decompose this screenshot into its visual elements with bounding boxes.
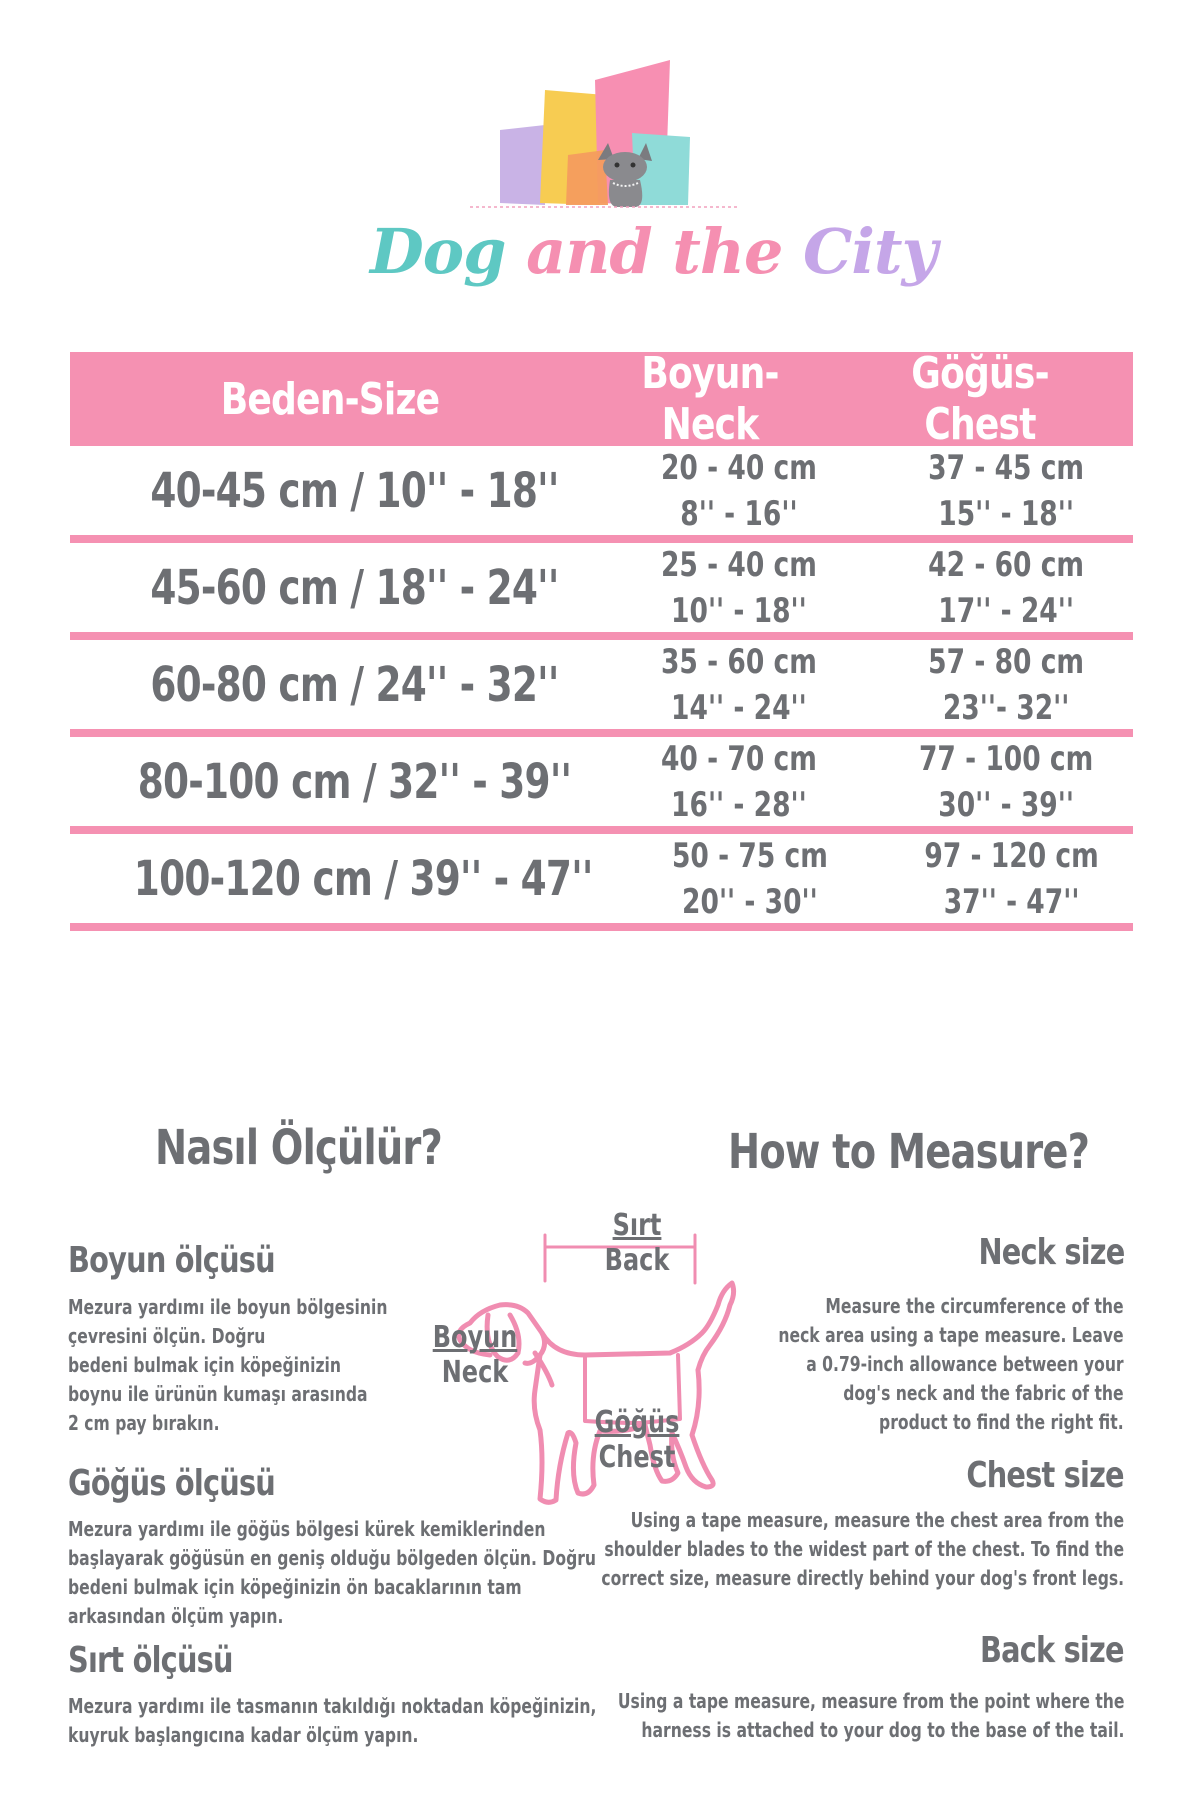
text-line: dog's neck and the fabric of the bbox=[843, 1381, 1124, 1405]
chest-cm: 97 - 120 cm bbox=[924, 835, 1099, 876]
tr-chest-title: Göğüs ölçüsü bbox=[68, 1463, 275, 1504]
text-line: 2 cm pay bırakın. bbox=[68, 1411, 220, 1435]
text-line: Measure the circumference of the bbox=[825, 1294, 1124, 1318]
chest-in: 30'' - 39'' bbox=[937, 784, 1074, 825]
text-line: Using a tape measure, measure the chest area from the bbox=[630, 1508, 1124, 1532]
text-line: Mezura yardımı ile boyun bölgesinin bbox=[68, 1295, 388, 1319]
size-cell: 100-120 cm / 39'' - 47'' bbox=[133, 850, 593, 907]
tr-neck-text bbox=[68, 1293, 387, 1438]
title-tr: Nasıl Ölçülür? bbox=[155, 1120, 443, 1176]
neck-cm: 35 - 60 cm bbox=[660, 641, 817, 682]
diagram-chest-label bbox=[593, 1405, 681, 1475]
size-cell: 60-80 cm / 24'' - 32'' bbox=[150, 656, 559, 713]
chest-label-tr: Göğüs bbox=[594, 1405, 680, 1440]
chest-cell bbox=[891, 639, 1121, 731]
text-line: correct size, measure directly behind your dog's front legs. bbox=[601, 1566, 1124, 1590]
text-line: kuyruk başlangıcına kadar ölçüm yapın. bbox=[68, 1723, 419, 1747]
neck-cell bbox=[672, 833, 828, 925]
table-row bbox=[70, 640, 1133, 737]
header-size: Beden-Size bbox=[220, 373, 440, 425]
neck-in: 8'' - 16'' bbox=[680, 493, 798, 534]
chest-cell bbox=[891, 445, 1121, 537]
neck-cm: 20 - 40 cm bbox=[660, 447, 817, 488]
table-row bbox=[70, 834, 1133, 931]
chest-cell bbox=[891, 542, 1121, 634]
text-line: boynu ile ürünün kumaşı arasında bbox=[68, 1382, 368, 1406]
neck-cell bbox=[661, 445, 817, 537]
text-line: bedeni bulmak için köpeğinizin bbox=[68, 1353, 341, 1377]
en-chest-title: Chest size bbox=[966, 1455, 1124, 1496]
size-table bbox=[70, 348, 1133, 931]
en-neck-title: Neck size bbox=[978, 1232, 1124, 1273]
brand-word-dog: Dog bbox=[370, 215, 506, 288]
text-line: başlayarak göğüsün en geniş olduğu bölgeden ölçün. Doğru bbox=[68, 1546, 597, 1570]
diagram-neck-label bbox=[431, 1320, 519, 1390]
neck-cm: 50 - 75 cm bbox=[671, 835, 828, 876]
neck-cm: 25 - 40 cm bbox=[660, 544, 817, 585]
en-back-title: Back size bbox=[980, 1630, 1124, 1671]
header-chest: Göğüs-Chest bbox=[911, 348, 1049, 450]
neck-in: 16'' - 28'' bbox=[670, 784, 807, 825]
neck-cell bbox=[661, 736, 817, 828]
chest-cell bbox=[891, 736, 1121, 828]
text-line: a 0.79-inch allowance between your bbox=[806, 1352, 1124, 1376]
tr-back-text bbox=[68, 1692, 596, 1750]
text-line: çevresini ölçün. Doğru bbox=[68, 1324, 266, 1348]
chest-cm: 37 - 45 cm bbox=[927, 447, 1084, 488]
brand-word-and-the: and the bbox=[526, 215, 783, 288]
text-line: product to find the right fit. bbox=[879, 1410, 1124, 1434]
chest-cm: 77 - 100 cm bbox=[918, 738, 1094, 779]
neck-in: 14'' - 24'' bbox=[670, 687, 807, 728]
header-neck: Boyun-Neck bbox=[641, 348, 779, 450]
brand-word-city: City bbox=[803, 215, 937, 288]
text-line: arkasından ölçüm yapın. bbox=[68, 1604, 284, 1628]
neck-in: 20'' - 30'' bbox=[682, 881, 818, 922]
chest-in: 37'' - 47'' bbox=[943, 881, 1080, 922]
neck-in: 10'' - 18'' bbox=[670, 590, 807, 631]
en-neck-text bbox=[779, 1292, 1124, 1437]
text-line: shoulder blades to the widest part of the chest. To find the bbox=[604, 1537, 1124, 1561]
text-line: neck area using a tape measure. Leave bbox=[778, 1323, 1124, 1347]
neck-cm: 40 - 70 cm bbox=[660, 738, 817, 779]
text-line: harness is attached to your dog to the base of the tail. bbox=[640, 1718, 1124, 1742]
size-cell: 80-100 cm / 32'' - 39'' bbox=[137, 753, 572, 810]
text-line: Mezura yardımı ile göğüs bölgesi kürek kemiklerinden bbox=[68, 1517, 546, 1541]
chest-label-en: Chest bbox=[598, 1440, 676, 1475]
brand-name bbox=[370, 215, 937, 288]
neck-cell bbox=[661, 639, 817, 731]
text-line: bedeni bulmak için köpeğinizin ön bacaklarının tam bbox=[68, 1575, 522, 1599]
en-chest-text bbox=[601, 1506, 1124, 1593]
tr-chest-text bbox=[68, 1515, 596, 1631]
chest-in: 17'' - 24'' bbox=[937, 590, 1074, 631]
chest-cm: 57 - 80 cm bbox=[927, 641, 1084, 682]
size-cell: 40-45 cm / 10'' - 18'' bbox=[150, 462, 559, 519]
diagram-back-label bbox=[593, 1208, 681, 1278]
chest-cell bbox=[901, 833, 1122, 925]
chest-in: 23''- 32'' bbox=[942, 687, 1070, 728]
brand-logo bbox=[370, 55, 937, 315]
back-label-tr: Sırt bbox=[612, 1208, 662, 1243]
chest-cm: 42 - 60 cm bbox=[927, 544, 1084, 585]
chest-in: 15'' - 18'' bbox=[937, 493, 1074, 534]
size-cell: 45-60 cm / 18'' - 24'' bbox=[150, 559, 559, 616]
table-row bbox=[70, 737, 1133, 834]
neck-label-en: Neck bbox=[441, 1355, 509, 1390]
text-line: Using a tape measure, measure from the point where the bbox=[617, 1689, 1124, 1713]
table-row bbox=[70, 543, 1133, 640]
tr-back-title: Sırt ölçüsü bbox=[68, 1640, 233, 1681]
neck-label-tr: Boyun bbox=[432, 1320, 518, 1355]
en-back-text bbox=[617, 1687, 1124, 1745]
text-line: Mezura yardımı ile tasmanın takıldığı noktadan köpeğinizin, bbox=[68, 1694, 597, 1718]
table-row bbox=[70, 446, 1133, 543]
city-skyline-icon bbox=[370, 55, 830, 225]
neck-cell bbox=[661, 542, 817, 634]
title-en: How to Measure? bbox=[728, 1124, 1090, 1180]
tr-neck-title: Boyun ölçüsü bbox=[68, 1240, 275, 1281]
table-header bbox=[70, 348, 1133, 450]
back-label-en: Back bbox=[604, 1243, 670, 1278]
